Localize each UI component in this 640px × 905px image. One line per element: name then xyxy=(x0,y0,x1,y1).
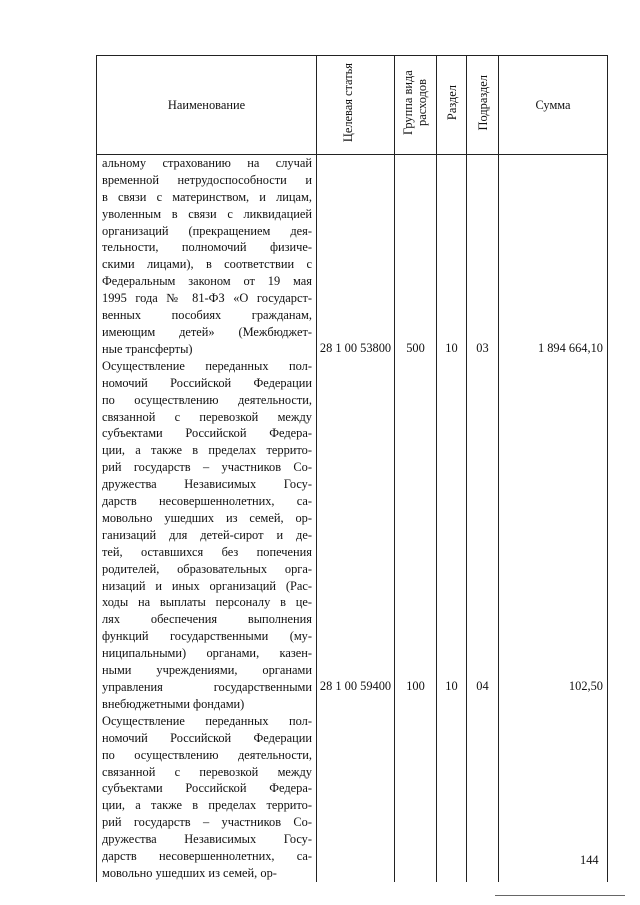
name-line: скими лицами), в соответствии с xyxy=(102,257,312,272)
name-line: рий государств – участников Со- xyxy=(102,460,312,475)
name-line: связанной с перевозкой между xyxy=(102,409,312,424)
name-line: дружества Независимых Госу- xyxy=(102,832,312,847)
name-line: тельности, полномочий физиче- xyxy=(102,240,312,255)
header-subsection-label: Подраздел xyxy=(475,74,490,131)
name-line: субъектами Российской Федера- xyxy=(102,781,312,796)
header-sum: Сумма xyxy=(499,56,608,155)
row-name-cell xyxy=(97,154,317,881)
row-2-expense-group: 100 xyxy=(406,678,425,693)
footer-divider xyxy=(495,895,625,896)
name-line: тей, оставшихся без попечения xyxy=(102,544,312,559)
header-subsection xyxy=(467,56,499,155)
name-line: ными учреждениями, органами xyxy=(102,663,312,678)
page-number: 144 xyxy=(580,853,599,867)
name-line: в связи с материнством, и лицам, xyxy=(102,189,312,204)
name-line: лях обеспечения выполнения xyxy=(102,612,312,627)
name-line: ции, а также в пределах террито- xyxy=(102,798,312,813)
name-line: дарств несовершеннолетних, са- xyxy=(102,494,312,509)
expense-group-column xyxy=(395,154,437,881)
name-line: низаций и иных организаций (Рас- xyxy=(102,578,312,593)
name-line: альному страхованию на случай xyxy=(102,155,312,170)
name-line: имеющим детей» (Межбюджет- xyxy=(102,324,312,339)
sum-column xyxy=(499,154,608,881)
name-line: ниципальными) органами, казен- xyxy=(102,646,312,661)
name-line: венных пособиях гражданам, xyxy=(102,308,312,323)
name-line: дарств несовершеннолетних, са- xyxy=(102,849,312,864)
budget-table xyxy=(96,55,608,882)
header-target-article xyxy=(317,56,395,155)
row-2-name xyxy=(102,358,312,713)
subsection-column xyxy=(467,154,499,881)
row-2-section: 10 xyxy=(445,678,458,693)
name-line: связанной с перевозкой между xyxy=(102,764,312,779)
name-line: родителей, образовательных орга- xyxy=(102,561,312,576)
header-name: Наименование xyxy=(97,56,317,155)
name-line: ции, а также в пределах террито- xyxy=(102,443,312,458)
name-line: 1995 года № 81-ФЗ «О государст- xyxy=(102,291,312,306)
header-expense-group-label: Группа вида расходов xyxy=(400,70,429,135)
name-line: по осуществлению деятельности, xyxy=(102,392,312,407)
name-line: по осуществлению деятельности, xyxy=(102,747,312,762)
name-line: номочий Российской Федерации xyxy=(102,730,312,745)
name-line: рий государств – участников Со- xyxy=(102,815,312,830)
name-line: управления государственными xyxy=(102,680,312,694)
row-1-sum: 1 894 664,10 xyxy=(537,340,603,355)
name-line: уволенным в связи с ликвидацией xyxy=(102,206,312,221)
name-line: временной нетрудоспособности и xyxy=(102,172,312,187)
section-column xyxy=(437,154,467,881)
row-2-target-article: 28 1 00 59400 xyxy=(319,678,392,693)
row-1-target-article: 28 1 00 53800 xyxy=(319,340,392,355)
name-line: субъектами Российской Федера- xyxy=(102,426,312,441)
name-line: Федеральным законом от 19 мая xyxy=(102,274,312,289)
target-article-column xyxy=(317,154,395,881)
name-line: ганизаций для детей-сирот и де- xyxy=(102,527,312,542)
header-target-article-label: Целевая статья xyxy=(340,62,355,143)
row-1-expense-group: 500 xyxy=(406,340,425,355)
row-1-name xyxy=(102,155,312,358)
name-line: Осуществление переданных пол- xyxy=(102,358,312,373)
name-line: Осуществление переданных пол- xyxy=(102,713,312,728)
name-line: функций государственными (му- xyxy=(102,629,312,644)
header-section xyxy=(437,56,467,155)
table-row xyxy=(97,154,608,881)
name-line: номочий Российской Федерации xyxy=(102,375,312,390)
row-3-name xyxy=(102,713,312,882)
name-line: дружества Независимых Госу- xyxy=(102,477,312,492)
name-line: мовольно ушедших из семей, ор- xyxy=(102,865,277,880)
name-line: ные трансферты) xyxy=(102,341,193,356)
header-section-label: Раздел xyxy=(444,84,459,121)
row-1-subsection: 03 xyxy=(476,340,489,355)
row-2-subsection: 04 xyxy=(476,678,489,693)
name-line: внебюджетными фондами) xyxy=(102,696,245,711)
row-2-sum: 102,50 xyxy=(568,678,603,693)
table-header-row xyxy=(97,56,608,155)
row-1-section: 10 xyxy=(445,340,458,355)
name-line: ходы на выплаты персоналу в це- xyxy=(102,595,312,610)
name-line: организаций (прекращением дея- xyxy=(102,223,312,238)
name-line: мовольно ушедших из семей, ор- xyxy=(102,510,312,525)
header-expense-group xyxy=(395,56,437,155)
